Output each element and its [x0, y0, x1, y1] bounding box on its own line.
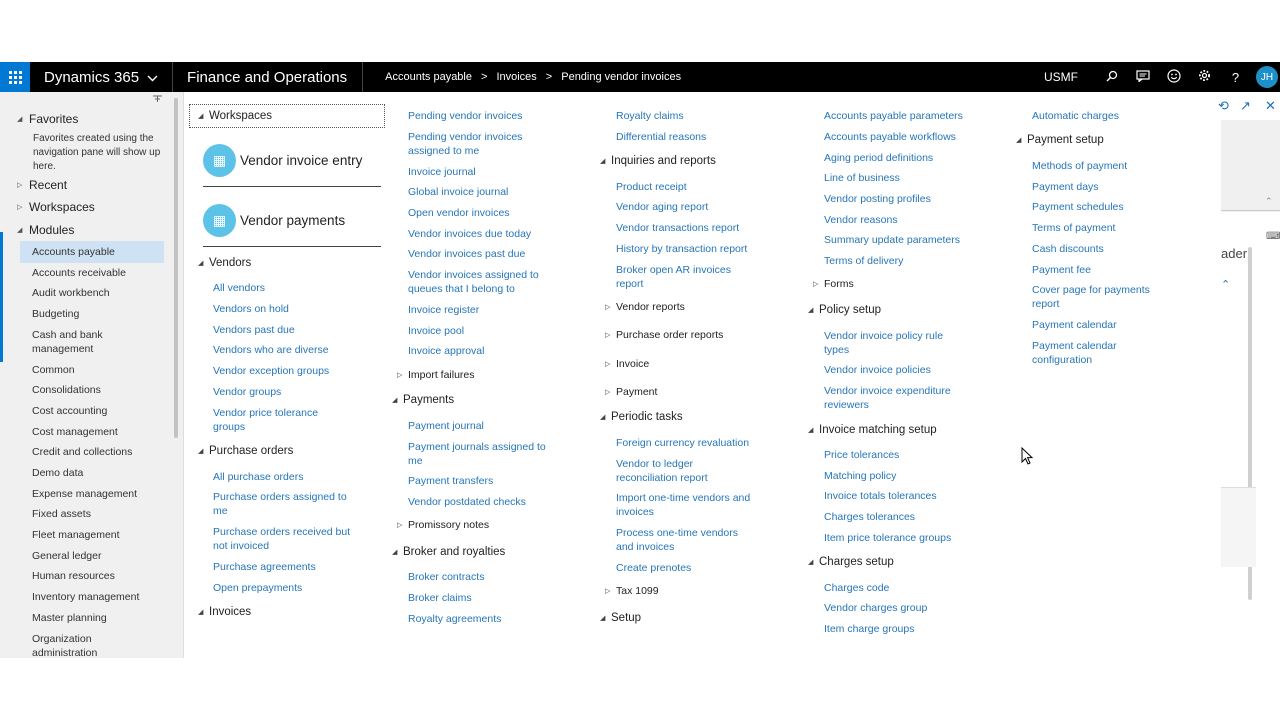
section-payment-setup[interactable] [1016, 134, 1104, 146]
section-invoice[interactable] [605, 358, 649, 370]
section-purchase-order-reports[interactable] [605, 329, 723, 341]
menu-link[interactable]: Vendor to ledger reconciliation report [616, 458, 708, 484]
expand-triangle-icon: ▷ [605, 361, 611, 368]
module-item[interactable]: Accounts payable [20, 241, 164, 263]
menu-link[interactable]: Summary update parameters [824, 234, 960, 246]
section-inquiries-reports[interactable] [600, 155, 716, 167]
menu-link[interactable]: Vendors past due [213, 324, 295, 336]
menu-link[interactable]: Royalty claims [616, 110, 684, 122]
menu-link[interactable]: Matching policy [824, 470, 897, 482]
top-right-actions [1044, 62, 1280, 92]
section-label: Inquiries and reports [611, 155, 716, 167]
menu-link[interactable]: Vendor invoice expenditure reviewers [824, 385, 951, 411]
expand-triangle-icon: ▷ [813, 281, 819, 288]
smiley-icon[interactable] [1158, 69, 1189, 86]
menu-link[interactable]: Create prenotes [616, 562, 692, 574]
menu-link[interactable]: Process one-time vendors and invoices [616, 527, 738, 553]
expand-triangle-icon: ▷ [605, 389, 611, 396]
chevron-right-icon: > [545, 71, 553, 83]
background-page [1218, 92, 1280, 658]
section-label: Vendors [209, 257, 252, 269]
section-charges-setup[interactable] [808, 556, 894, 568]
menu-link[interactable]: Charges tolerances [824, 511, 916, 523]
nav-scrollbar[interactable] [174, 98, 178, 438]
module-item[interactable]: Master planning [32, 612, 107, 624]
section-label: Promissory notes [408, 519, 490, 531]
section-label: Broker and royalties [403, 546, 506, 558]
menu-link[interactable]: Broker open AR invoices report [616, 264, 731, 290]
breadcrumb-item[interactable]: Accounts payable [385, 71, 472, 83]
chevron-down-icon [147, 69, 158, 86]
menu-link[interactable]: Automatic charges [1032, 110, 1119, 122]
collapse-triangle-icon: ◢ [198, 260, 204, 267]
section-label: Tax 1099 [616, 585, 659, 597]
module-item[interactable]: Common [32, 364, 75, 376]
breadcrumb-item[interactable]: Pending vendor invoices [561, 71, 682, 83]
menu-link[interactable]: Product receipt [616, 181, 687, 193]
section-label: Purchase order reports [616, 329, 724, 341]
collapse-triangle-icon: ◢ [600, 158, 606, 165]
collapse-triangle-icon: ◢ [1016, 137, 1022, 144]
menu-link[interactable]: Vendors who are diverse [213, 344, 329, 356]
module-item[interactable]: Expense management [32, 488, 138, 500]
nav-section-label: Favorites [29, 112, 79, 126]
menu-link[interactable]: Royalty agreements [408, 613, 502, 625]
menu-link[interactable]: Invoice approval [408, 345, 485, 357]
divider [203, 186, 381, 187]
close-icon[interactable]: ✕ [1265, 98, 1276, 113]
menu-link[interactable]: Global invoice journal [408, 186, 509, 198]
nav-section-label: Modules [29, 223, 75, 237]
chevron-up-icon[interactable]: ⌃ [1221, 279, 1231, 291]
menu-link[interactable]: Aging period definitions [824, 152, 934, 164]
collapse-triangle-icon: ◢ [198, 448, 204, 455]
menu-link[interactable]: Pending vendor invoices [408, 110, 523, 122]
tile-label: Vendor invoice entry [240, 153, 363, 168]
partial-header-text: ader [1221, 246, 1248, 261]
collapse-triangle-icon: ◢ [392, 549, 398, 556]
section-label: Payment [616, 386, 658, 398]
section-import-failures[interactable] [397, 369, 475, 381]
menu-link[interactable]: Differential reasons [616, 131, 707, 143]
menu-link[interactable]: Vendor invoice policy rule types [824, 330, 944, 356]
chevron-up-icon[interactable]: ⌃ [1265, 196, 1273, 206]
menu-link[interactable]: Price tolerances [824, 449, 900, 461]
menu-link[interactable]: Cover page for payments report [1032, 284, 1150, 310]
section-label: Workspaces [209, 110, 273, 122]
expand-triangle-icon: ▷ [17, 182, 23, 189]
search-icon[interactable] [1096, 70, 1127, 85]
menu-link[interactable]: Vendor charges group [824, 602, 928, 614]
collapse-triangle-icon: ◢ [808, 427, 814, 434]
brand-menu[interactable] [30, 62, 172, 92]
menu-link[interactable]: Payment schedules [1032, 201, 1124, 213]
section-vendors[interactable] [198, 257, 251, 269]
nav-section-recent[interactable] [17, 178, 67, 192]
module-item[interactable]: Accounts receivable [32, 267, 126, 279]
section-label: Payment setup [1027, 134, 1104, 146]
menu-link[interactable]: Vendor groups [213, 386, 282, 398]
menu-link[interactable]: Invoice register [408, 304, 480, 316]
module-item[interactable]: Cost management [32, 426, 118, 438]
menu-link[interactable]: Payment transfers [408, 475, 494, 487]
top-nav-bar [0, 62, 1280, 92]
menu-link[interactable]: Item charge groups [824, 623, 915, 635]
menu-link[interactable]: Charges code [824, 582, 890, 594]
section-label: Purchase orders [209, 445, 294, 457]
collapse-triangle-icon: ◢ [808, 559, 814, 566]
menu-link[interactable]: Invoice pool [408, 325, 465, 337]
module-item[interactable]: Audit workbench [32, 287, 110, 299]
section-label: Invoices [209, 606, 252, 618]
section-label: Charges setup [819, 556, 894, 568]
section-payments[interactable] [392, 394, 454, 406]
menu-link[interactable]: Item price tolerance groups [824, 532, 952, 544]
expand-triangle-icon: ▷ [17, 204, 23, 211]
expand-triangle-icon: ▷ [397, 522, 403, 529]
menu-link[interactable]: Payment journal [408, 420, 484, 432]
section-label: Forms [824, 278, 854, 290]
breadcrumb-item[interactable]: Invoices [496, 71, 537, 83]
menu-link[interactable]: Cash discounts [1032, 243, 1104, 255]
favorites-description: Favorites created using the navigation pane will show up here. [33, 133, 161, 172]
menu-link[interactable]: Payment calendar configuration [1032, 340, 1117, 366]
divider [1221, 210, 1280, 211]
section-payment[interactable] [605, 386, 657, 398]
nav-section-favorites[interactable] [17, 112, 78, 126]
section-broker-royalties[interactable] [392, 546, 505, 558]
collapse-triangle-icon: ◢ [198, 113, 204, 120]
section-invoices[interactable] [198, 606, 251, 618]
chevron-right-icon: > [481, 71, 488, 83]
section-label: Invoice [616, 358, 650, 370]
menu-link[interactable]: Broker contracts [408, 571, 485, 583]
module-item[interactable]: Inventory management [32, 591, 140, 603]
section-forms[interactable] [813, 278, 854, 290]
menu-link[interactable]: Foreign currency revaluation [616, 437, 750, 449]
message-icon[interactable] [1127, 70, 1158, 85]
menu-link[interactable]: Open prepayments [213, 582, 303, 594]
menu-link[interactable]: All vendors [213, 282, 265, 294]
section-label: Payments [403, 394, 455, 406]
module-item[interactable]: Budgeting [32, 308, 80, 320]
module-item[interactable]: Organization administration [32, 633, 98, 658]
workspace-tile-vendor-payments[interactable] [203, 204, 345, 237]
section-invoice-matching-setup[interactable] [808, 424, 937, 436]
expand-triangle-icon: ▷ [605, 332, 611, 339]
page-content-box [1221, 487, 1256, 567]
module-item[interactable]: Demo data [32, 467, 84, 479]
menu-link[interactable]: Accounts payable workflows [824, 131, 956, 143]
menu-link[interactable]: Open vendor invoices [408, 207, 510, 219]
expand-triangle-icon: ▷ [605, 304, 611, 311]
tile-label: Vendor payments [240, 213, 346, 228]
avatar[interactable]: JH [1256, 66, 1278, 88]
section-label: Vendor reports [616, 301, 685, 313]
gear-icon[interactable] [1189, 69, 1220, 85]
menu-link[interactable]: Invoice journal [408, 166, 476, 178]
brand-label: Dynamics 365 [44, 68, 140, 86]
menu-link[interactable]: Methods of payment [1032, 160, 1128, 172]
menu-link[interactable]: Broker claims [408, 592, 472, 604]
collapse-triangle-icon: ◢ [392, 397, 398, 404]
nav-section-label: Recent [29, 178, 68, 192]
section-purchase-orders[interactable] [198, 445, 293, 457]
help-icon[interactable]: ? [1231, 69, 1240, 85]
section-label: Periodic tasks [611, 411, 683, 423]
section-policy-setup[interactable] [808, 304, 881, 316]
menu-link[interactable]: Vendor aging report [616, 201, 709, 213]
nav-accent-bar [0, 232, 3, 362]
menu-link[interactable]: Line of business [824, 172, 900, 184]
module-item[interactable]: Human resources [32, 570, 115, 582]
menu-link[interactable]: Purchase agreements [213, 561, 316, 573]
section-workspaces[interactable] [198, 110, 272, 122]
menu-link[interactable]: Vendor invoices past due [408, 248, 526, 260]
expand-triangle-icon: ▷ [397, 372, 403, 379]
menu-link[interactable]: Purchase orders assigned to me [213, 491, 347, 517]
pin-icon[interactable] [152, 95, 163, 105]
menu-link[interactable]: Payment journals assigned to me [408, 441, 546, 467]
menu-link[interactable]: Payment calendar [1032, 319, 1117, 331]
refresh-icon[interactable]: ⟲ [1218, 98, 1229, 113]
module-item[interactable]: Consolidations [32, 384, 101, 396]
nav-section-modules[interactable] [17, 223, 74, 237]
nav-section-label: Workspaces [29, 200, 95, 214]
section-label: Import failures [408, 369, 475, 381]
workspace-tile-vendor-invoice-entry[interactable] [203, 144, 362, 177]
menu-link[interactable]: Vendor invoices assigned to queues that I belong to [408, 269, 539, 295]
menu-link[interactable]: Vendor posting profiles [824, 193, 931, 205]
mouse-cursor-icon [1021, 447, 1033, 465]
app-name: Finance and Operations [173, 62, 363, 92]
menu-link[interactable]: Terms of payment [1032, 222, 1116, 234]
menu-link[interactable]: Import one-time vendors and invoices [616, 492, 751, 518]
navigation-pane [0, 92, 184, 658]
collapse-triangle-icon: ◢ [600, 615, 606, 622]
menu-link[interactable]: Vendors on hold [213, 303, 289, 315]
module-item[interactable]: General ledger [32, 550, 102, 562]
menu-link[interactable]: History by transaction report [616, 243, 748, 255]
menu-link[interactable]: Vendor exception groups [213, 365, 330, 377]
company-picker[interactable]: USMF [1044, 70, 1078, 84]
menu-link[interactable]: Vendor invoice policies [824, 364, 931, 376]
section-label: Setup [611, 612, 642, 624]
menu-link[interactable]: Vendor price tolerance groups [213, 407, 319, 433]
module-item[interactable]: Fixed assets [32, 508, 91, 520]
section-periodic-tasks[interactable] [600, 411, 683, 423]
keyboard-icon[interactable]: ⌨ [1266, 231, 1280, 242]
module-item[interactable]: Cash and bank management [32, 329, 103, 355]
module-item[interactable]: Cost accounting [32, 405, 108, 417]
collapse-triangle-icon: ◢ [600, 414, 606, 421]
menu-link[interactable]: Payment fee [1032, 264, 1091, 276]
menu-link[interactable]: Pending vendor invoices assigned to me [408, 131, 523, 157]
menu-link[interactable]: Terms of delivery [824, 255, 904, 267]
workspace-tile-icon: ▦ [203, 204, 236, 237]
module-item[interactable]: Credit and collections [32, 446, 133, 458]
menu-link[interactable]: All purchase orders [213, 471, 304, 483]
menu-link[interactable]: Invoice totals tolerances [824, 490, 937, 502]
menu-link[interactable]: Vendor reasons [824, 214, 898, 226]
expand-triangle-icon: ▷ [605, 588, 611, 595]
menu-link[interactable]: Accounts payable parameters [824, 110, 963, 122]
collapse-triangle-icon: ◢ [198, 609, 204, 616]
section-vendor-reports[interactable] [605, 301, 685, 313]
collapse-triangle-icon: ◢ [17, 227, 23, 234]
workspace-tile-icon: ▦ [203, 144, 236, 177]
nav-section-workspaces[interactable] [17, 200, 95, 214]
waffle-icon[interactable] [0, 62, 30, 92]
open-new-window-icon[interactable]: ↗ [1240, 98, 1251, 113]
menu-link[interactable]: Purchase orders received but not invoiced [213, 526, 351, 552]
menu-link[interactable]: Vendor invoices due today [408, 228, 532, 240]
module-item[interactable]: Fleet management [32, 529, 120, 541]
breadcrumb [385, 71, 681, 83]
section-promissory-notes[interactable] [397, 519, 489, 531]
section-label: Invoice matching setup [819, 424, 937, 436]
menu-link[interactable]: Vendor postdated checks [408, 496, 526, 508]
section-label: Policy setup [819, 304, 882, 316]
divider [203, 246, 381, 247]
menu-link[interactable]: Payment days [1032, 181, 1099, 193]
module-menu-flyout [185, 92, 1221, 658]
menu-link[interactable]: Vendor transactions report [616, 222, 740, 234]
section-tax-1099[interactable] [605, 585, 659, 597]
collapse-triangle-icon: ◢ [17, 116, 23, 123]
collapse-triangle-icon: ◢ [808, 307, 814, 314]
section-setup[interactable] [600, 612, 641, 624]
